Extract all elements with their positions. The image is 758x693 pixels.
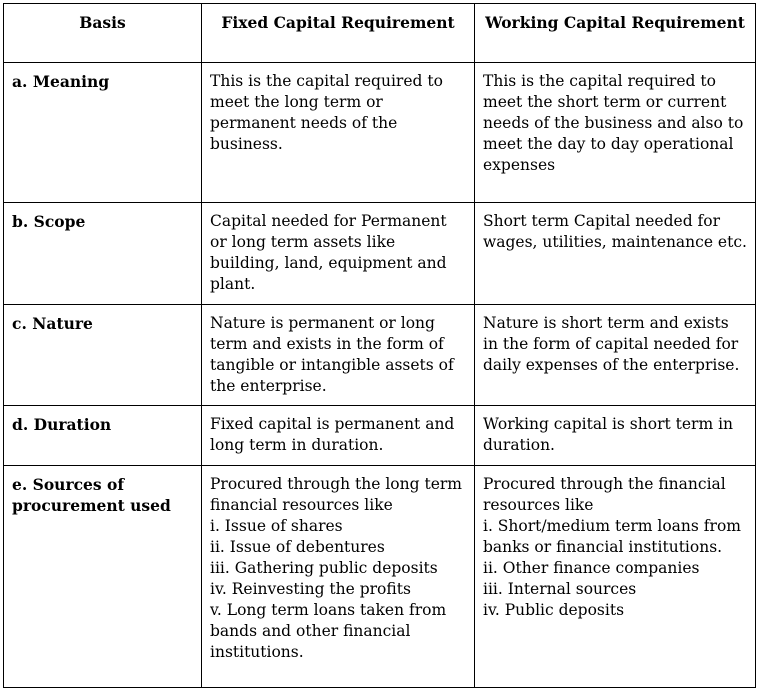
list-item: i. Short/medium term loans from banks or financial institutions. [483, 517, 741, 556]
basis-cell: e. Sources of procurement used [4, 466, 202, 688]
fixed-cell [202, 203, 475, 305]
list-item: i. Issue of shares [210, 517, 343, 535]
cell-text: Working capital is short term in duration. [483, 415, 734, 454]
fixed-cell [202, 63, 475, 203]
fixed-cell [202, 466, 475, 688]
header-basis: Basis [4, 4, 202, 63]
working-cell [475, 406, 756, 466]
comparison-table [3, 3, 756, 688]
working-cell [475, 466, 756, 688]
cell-text: This is the capital required to meet the long term or permanent needs of the business. [210, 72, 443, 153]
table-row [4, 406, 756, 466]
list-item: iv. Public deposits [483, 601, 625, 619]
cell-text: Short term Capital needed for wages, utilities, maintenance etc. [483, 212, 747, 251]
list-item: iii. Internal sources [483, 580, 637, 598]
working-cell [475, 305, 756, 406]
list-item: v. Long term loans taken from bands and other financial institutions. [210, 601, 447, 661]
fixed-cell [202, 305, 475, 406]
cell-text: Nature is permanent or long term and exists in the form of tangible or intangible assets of the enterprise. [210, 314, 454, 395]
list-item: ii. Other finance companies [483, 559, 700, 577]
table-row [4, 203, 756, 305]
header-row [4, 4, 756, 63]
basis-cell: b. Scope [4, 203, 202, 305]
cell-text: Fixed capital is permanent and long term in duration. [210, 415, 455, 454]
fixed-cell [202, 406, 475, 466]
list-item: iv. Reinvesting the profits [210, 580, 411, 598]
table-row [4, 466, 756, 688]
header-fixed-capital: Fixed Capital Requirement [202, 4, 475, 63]
basis-cell: c. Nature [4, 305, 202, 406]
cell-text: Procured through the long term financial resources like [210, 475, 462, 514]
cell-text: Procured through the financial resources like [483, 475, 726, 514]
basis-cell: a. Meaning [4, 63, 202, 203]
table-row [4, 63, 756, 203]
cell-text: This is the capital required to meet the short term or current needs of the business and also to meet the day to day operational expenses [483, 72, 744, 174]
basis-cell: d. Duration [4, 406, 202, 466]
header-working-capital: Working Capital Requirement [475, 4, 756, 63]
list-item: iii. Gathering public deposits [210, 559, 438, 577]
list-item: ii. Issue of debentures [210, 538, 385, 556]
working-cell [475, 63, 756, 203]
table-row [4, 305, 756, 406]
cell-text: Nature is short term and exists in the form of capital needed for daily expenses of the enterprise. [483, 314, 740, 374]
working-cell [475, 203, 756, 305]
cell-text: Capital needed for Permanent or long term assets like building, land, equipment and plant. [210, 212, 447, 293]
